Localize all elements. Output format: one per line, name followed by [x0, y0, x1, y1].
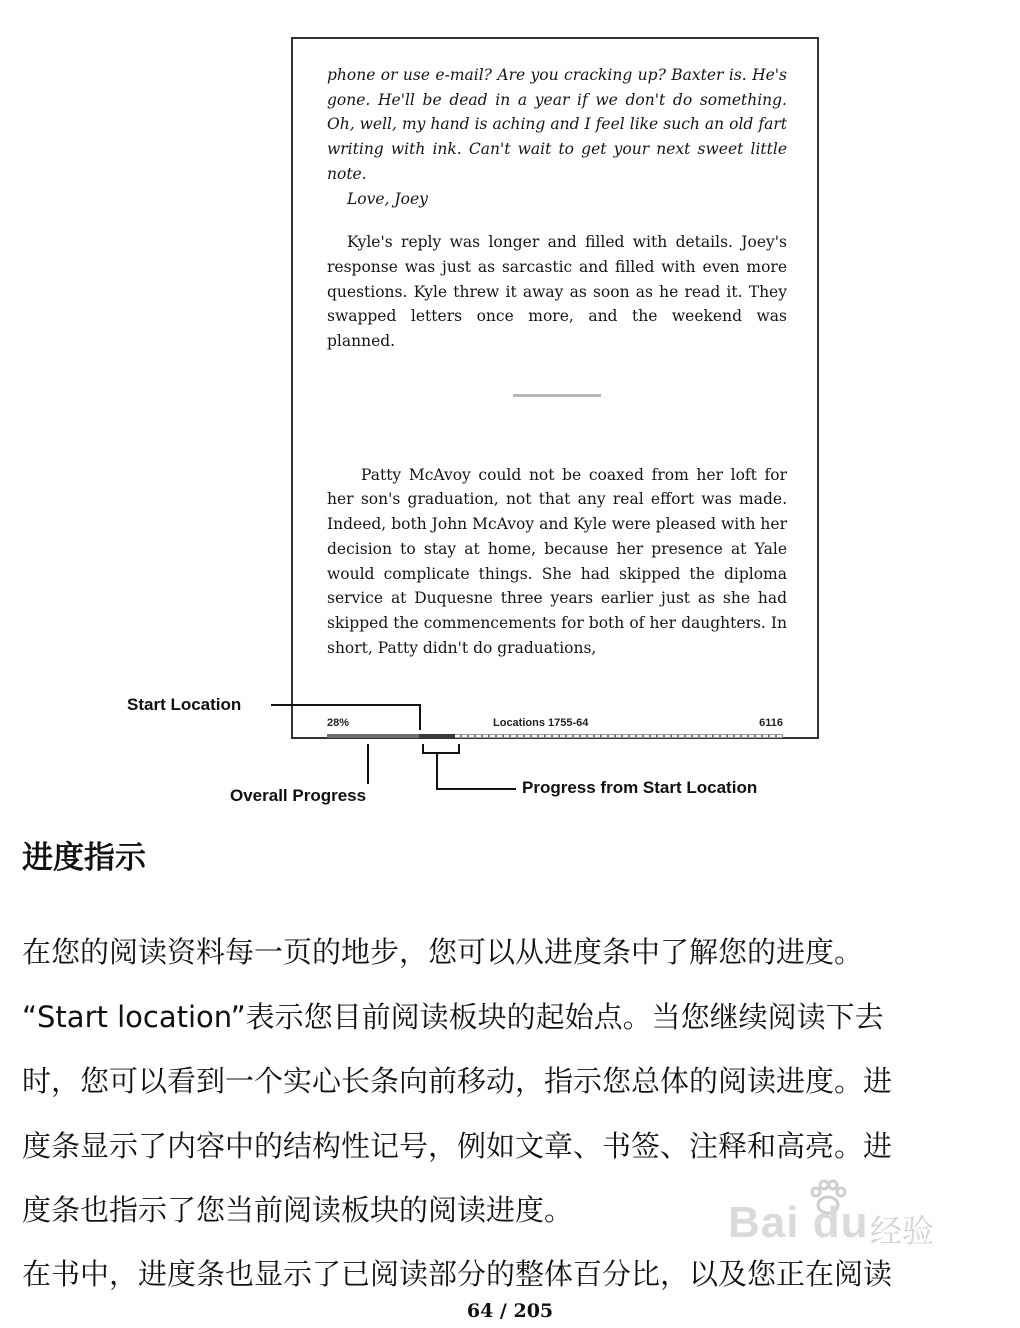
body-line-2: “Start location”表示您目前阅读板块的起始点。当您继续阅读下去	[22, 1000, 884, 1034]
book-text	[327, 63, 787, 660]
callout-line-progress-v	[436, 752, 438, 790]
progress-bar	[327, 734, 783, 738]
bracket-right	[458, 744, 460, 754]
book-paragraph-1: phone or use e-mail? Are you cracking up? Baxter is. He's gone. He'll be dead in a year if we don't do something. Oh, well, my hand is aching and I feel like such an old fart writing with ink. Can't wait to get your next sweet little note.	[327, 66, 787, 183]
bracket-bottom	[422, 752, 460, 754]
body-line-5: 度条也指示了您当前阅读板块的阅读进度。	[22, 1193, 574, 1227]
section-heading: 进度指示	[22, 840, 146, 876]
callout-start-location: Start Location	[127, 695, 242, 714]
callout-line-start-v	[419, 704, 421, 730]
body-line-3: 时，您可以看到一个实心长条向前移动，指示您总体的阅读进度。进	[22, 1064, 893, 1098]
book-signoff: Love, Joey	[347, 189, 428, 208]
watermark-brand: Bai du	[728, 1198, 869, 1247]
body-line-4: 度条显示了内容中的结构性记号，例如文章、书签、注释和高亮。进	[22, 1129, 893, 1163]
callout-line-start-h	[271, 704, 421, 706]
location-range: Locations 1755-64	[493, 717, 589, 729]
callout-overall-progress: Overall Progress	[230, 786, 367, 805]
book-paragraph-3: Patty McAvoy could not be coaxed from her loft for her son's graduation, not that any real effort was made. Indeed, both John McAvoy and Kyle were pleased with her decision to stay at home, because her presence at Yale would complicate things. She had skipped the diploma service at Duquesne three years earlier just as she had skipped the commencements for both of her daughters. In short, Patty didn't do graduations,	[327, 465, 787, 657]
watermark-suffix: 经验	[870, 1213, 935, 1249]
kindle-screenshot	[291, 37, 819, 739]
body-line-6: 在书中，进度条也显示了已阅读部分的整体百分比，以及您正在阅读	[22, 1257, 893, 1291]
total-locations: 6116	[759, 717, 783, 729]
body-line-1: 在您的阅读资料每一页的地步，您可以从进度条中了解您的进度。	[22, 935, 864, 969]
callout-line-progress-h	[436, 788, 516, 790]
kindle-footer	[327, 717, 783, 731]
callout-progress-from-start: Progress from Start Location	[522, 778, 758, 797]
progress-percent: 28%	[327, 717, 350, 729]
callout-line-overall	[367, 744, 369, 784]
page-number: 64 / 205	[466, 1300, 554, 1322]
progress-from-start-fill	[419, 734, 455, 738]
book-paragraph-2: Kyle's reply was longer and filled with details. Joey's response was just as sarcastic and filled with even more questions. Kyle threw it away as soon as he read it. They swapped letters once more, and the weekend was planned.	[327, 233, 787, 351]
